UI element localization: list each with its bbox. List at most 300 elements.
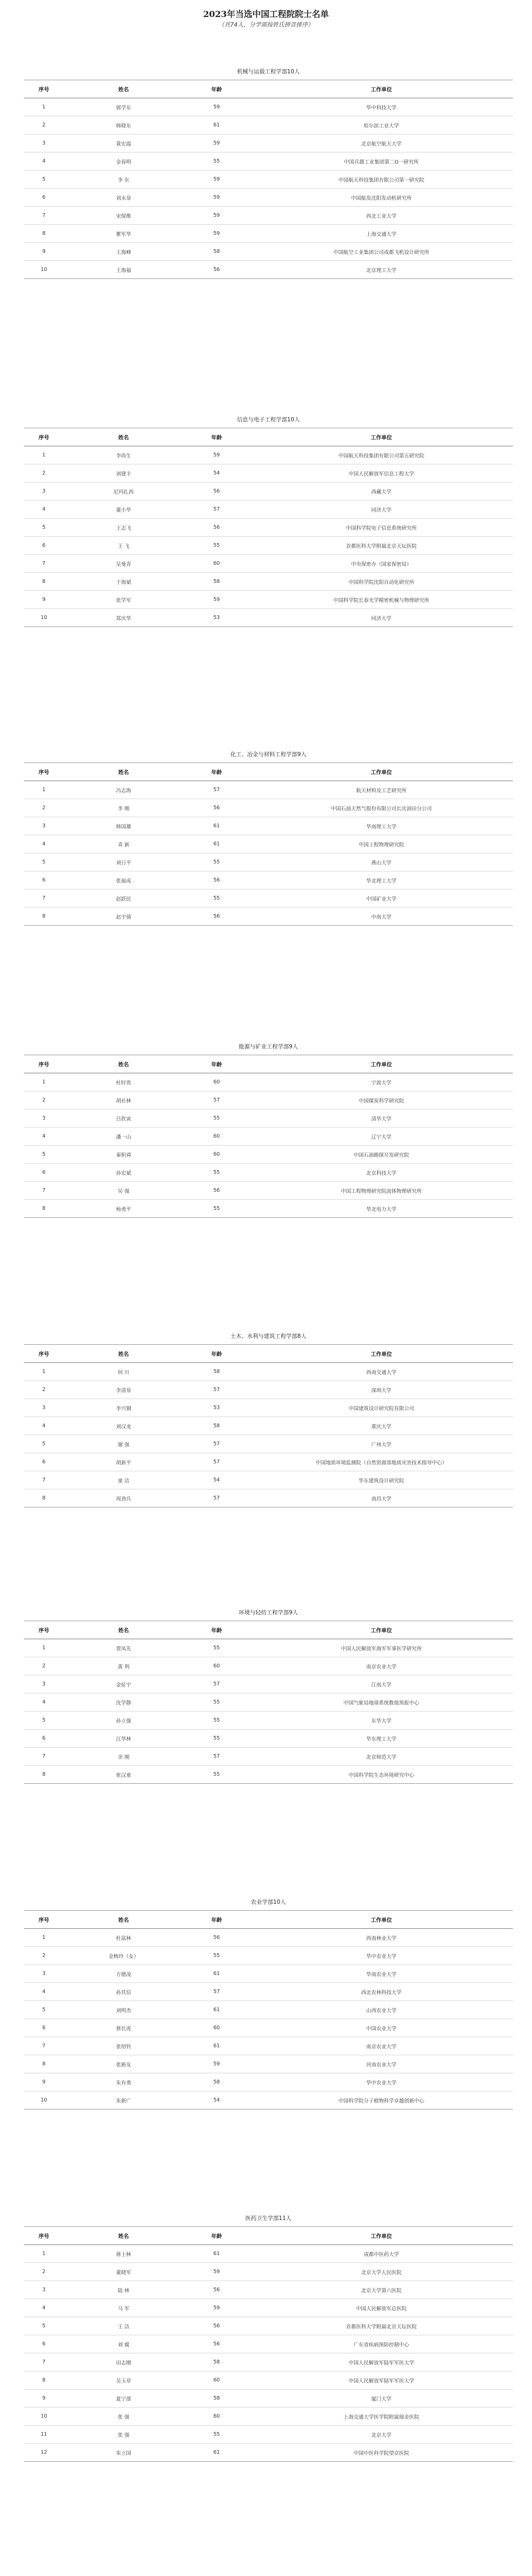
- table-row: [24, 1453, 513, 1471]
- cell-workplace: 中南大学: [371, 914, 392, 920]
- cell-age: 57: [213, 1495, 220, 1501]
- cell-age: 57: [183, 1435, 250, 1453]
- cell-index: 3: [24, 817, 64, 835]
- cell-workplace: 上海交通大学: [250, 225, 513, 243]
- cell-name: 张新友: [64, 2055, 183, 2073]
- cell-index: 7: [24, 1471, 64, 1489]
- header-workplace: 工作单位: [250, 80, 513, 98]
- cell-index: 7: [24, 207, 64, 225]
- cell-age: 56: [183, 871, 250, 889]
- cell-index: 2: [24, 799, 64, 817]
- table-row: [24, 2037, 513, 2055]
- cell-index: 8: [24, 2371, 64, 2389]
- table-row: [24, 1435, 513, 1453]
- cell-age: 58: [183, 1363, 250, 1381]
- cell-age: 55: [183, 1164, 250, 1182]
- cell-workplace: 燕山大学: [250, 853, 513, 871]
- cell-age: 56: [183, 799, 250, 817]
- table-row: [24, 482, 513, 501]
- table-row: [24, 2001, 513, 2019]
- cell-age: 57: [183, 1381, 250, 1399]
- cell-index: 6: [24, 2335, 64, 2353]
- cell-name: 郭学东: [64, 98, 183, 116]
- cell-name: 黄宏霞: [64, 134, 183, 152]
- cell-index: 8: [42, 1206, 46, 1211]
- cell-index: 2: [24, 1091, 64, 1109]
- cell-workplace: 华东理工大学: [250, 1730, 513, 1748]
- table-header-row: [24, 80, 513, 98]
- academician-table: [24, 428, 513, 627]
- cell-workplace: 北京理工大学: [366, 267, 396, 274]
- cell-age: 59: [183, 98, 250, 116]
- cell-name: 金梅玲（女）: [64, 1947, 183, 1965]
- cell-index: 6: [24, 1730, 64, 1748]
- table-row: [24, 2444, 513, 2462]
- header-index: 序号: [24, 428, 64, 446]
- cell-age: 59: [183, 591, 250, 609]
- cell-workplace: 中国石油勘探开发研究院: [250, 1146, 513, 1164]
- cell-age: 59: [183, 171, 250, 189]
- cell-workplace: 深圳大学: [250, 1381, 513, 1399]
- table-row: [24, 2299, 513, 2317]
- cell-age: 61: [183, 1965, 250, 1983]
- cell-index: 10: [40, 2097, 47, 2103]
- cell-index: 5: [24, 853, 64, 871]
- cell-workplace: 中国农业大学: [250, 2019, 513, 2037]
- cell-name: 陆 林: [64, 2281, 183, 2299]
- header-name: 姓名: [64, 80, 183, 98]
- cell-index: 4: [24, 835, 64, 853]
- cell-name: 黄 利: [64, 1657, 183, 1675]
- table-row: [24, 2073, 513, 2091]
- table-row: [24, 1164, 513, 1182]
- cell-name: 何 川: [64, 1363, 183, 1381]
- cell-index: 11: [24, 2426, 64, 2444]
- cell-name: 李 刚: [64, 799, 183, 817]
- table-row: [24, 2245, 513, 2263]
- cell-index: 10: [24, 2408, 64, 2426]
- cell-age: 55: [183, 853, 250, 871]
- cell-name: 蒋士林: [64, 2245, 183, 2263]
- cell-workplace: 上海交通大学医学院附属瑞金医院: [250, 2408, 513, 2426]
- cell-workplace: 华南农业大学: [250, 1965, 513, 1983]
- cell-index: 4: [24, 1417, 64, 1435]
- cell-name: 董晓军: [64, 2263, 183, 2281]
- cell-index: 5: [24, 1435, 64, 1453]
- cell-age: 53: [213, 615, 220, 621]
- cell-age: 59: [183, 134, 250, 152]
- cell-age: 55: [183, 889, 250, 908]
- table-row: [24, 1983, 513, 2001]
- cell-age: 54: [213, 2097, 220, 2103]
- cell-name: 杜富林: [64, 1929, 183, 1947]
- cell-name: 吴 强: [64, 1182, 183, 1200]
- cell-name: 吕欣寅: [64, 1109, 183, 1128]
- header-age: 年龄: [183, 428, 250, 446]
- table-row: [24, 1657, 513, 1675]
- cell-workplace: 中国地质环境监测院（自然资源部地质灾害技术指导中心）: [250, 1453, 513, 1471]
- table-row: [24, 1399, 513, 1417]
- table-row: [24, 1146, 513, 1164]
- cell-workplace: 北京大学第六医院: [250, 2281, 513, 2299]
- cell-name: 潘一山: [64, 1128, 183, 1146]
- table-row: [24, 207, 513, 225]
- header-name: 姓名: [64, 1055, 183, 1073]
- table-row: [24, 1073, 513, 1091]
- cell-workplace: 山西农业大学: [250, 2001, 513, 2019]
- table-row: [24, 799, 513, 817]
- table-row: [24, 98, 513, 116]
- cell-index: 5: [24, 1146, 64, 1164]
- cell-name: 方德凌: [64, 1965, 183, 1983]
- section-mechanical: [24, 64, 513, 279]
- cell-name: 赵宇倩: [116, 914, 131, 920]
- cell-name: 宋保维: [64, 207, 183, 225]
- cell-workplace: 中国矿业大学: [250, 889, 513, 908]
- cell-index: 5: [24, 171, 64, 189]
- cell-name: 王志飞: [64, 519, 183, 537]
- cell-name: 冯志海: [64, 781, 183, 799]
- cell-workplace: 南京农业大学: [250, 1657, 513, 1675]
- cell-name: 王海福: [116, 267, 131, 274]
- table-row: [24, 225, 513, 243]
- cell-index: 1: [24, 446, 64, 464]
- cell-workplace: 华中科技大学: [250, 98, 513, 116]
- cell-workplace: 华南理工大学: [250, 817, 513, 835]
- cell-workplace: 航天材料及工艺研究所: [250, 781, 513, 799]
- cell-workplace: 中国人民解放军信息工程大学: [250, 464, 513, 482]
- cell-index: 8: [24, 573, 64, 591]
- header-name: 姓名: [64, 1345, 183, 1363]
- cell-workplace: 中国科学院长春光学精密机械与物理研究所: [250, 591, 513, 609]
- cell-name: 胡新平: [64, 1453, 183, 1471]
- header-index: 序号: [24, 1621, 64, 1639]
- cell-age: 55: [183, 1109, 250, 1128]
- section-environment: [24, 1605, 513, 1784]
- cell-age: 61: [183, 2037, 250, 2055]
- academician-table: [24, 1910, 513, 2109]
- cell-workplace: 北京科技大学: [250, 1164, 513, 1182]
- table-row: [24, 1675, 513, 1693]
- cell-index: 1: [24, 1073, 64, 1091]
- cell-index: 10: [40, 615, 47, 621]
- cell-workplace: 北京师范大学: [250, 1748, 513, 1766]
- cell-index: 6: [24, 871, 64, 889]
- cell-age: 55: [213, 1206, 220, 1211]
- table-row: [24, 2408, 513, 2426]
- cell-workplace: 同济大学: [250, 501, 513, 519]
- cell-workplace: 中国航空工业集团公司成都飞机设计研究所: [250, 243, 513, 261]
- table-row: [24, 1711, 513, 1730]
- cell-index: 12: [40, 2450, 47, 2455]
- cell-workplace: 中国人民解放军陆军军医大学: [250, 2371, 513, 2389]
- cell-workplace: 中国科学院沈阳自动化研究所: [250, 573, 513, 591]
- cell-index: 8: [24, 2055, 64, 2073]
- academician-table: [24, 80, 513, 279]
- cell-name: 张福成: [64, 871, 183, 889]
- cell-name: 周劲兵: [116, 1496, 131, 1502]
- cell-index: 6: [24, 2019, 64, 2037]
- header-index: 序号: [24, 2227, 64, 2245]
- cell-index: 3: [24, 2281, 64, 2299]
- cell-workplace: 华中农业大学: [250, 1947, 513, 1965]
- table-header-row: [24, 2227, 513, 2245]
- cell-index: 4: [24, 2299, 64, 2317]
- cell-age: 55: [183, 1639, 250, 1657]
- page-subtitle: （共74人，分学部按姓氏拼音排序）: [218, 21, 314, 28]
- cell-workplace: 首都医科大学附属北京天坛医院: [250, 537, 513, 555]
- cell-index: 2: [24, 1657, 64, 1675]
- section-title: 土木、水利与建筑工程学部8人: [230, 1333, 307, 1340]
- cell-workplace: 中国航天科技集团有限公司第一研究院: [250, 171, 513, 189]
- cell-name: 吴曼青: [64, 555, 183, 573]
- cell-index: 4: [24, 1693, 64, 1711]
- header-index: 序号: [24, 763, 64, 781]
- cell-age: 56: [183, 519, 250, 537]
- cell-index: 4: [24, 152, 64, 171]
- cell-workplace: 中国航发沈阳发动机研究所: [250, 189, 513, 207]
- cell-workplace: 西南林业大学: [250, 1929, 513, 1947]
- cell-index: 2: [24, 464, 64, 482]
- cell-age: 61: [183, 2245, 250, 2263]
- table-row: [24, 1730, 513, 1748]
- cell-workplace: 清华大学: [250, 1109, 513, 1128]
- cell-age: 57: [183, 1091, 250, 1109]
- table-row: [24, 2281, 513, 2299]
- cell-workplace: 中国工程物理研究院流体物理研究所: [250, 1182, 513, 1200]
- cell-age: 57: [183, 1748, 250, 1766]
- table-row: [24, 1748, 513, 1766]
- cell-age: 59: [183, 2263, 250, 2281]
- cell-index: 7: [24, 1748, 64, 1766]
- table-row: [24, 889, 513, 908]
- academician-table: [24, 1621, 513, 1784]
- table-row: [24, 817, 513, 835]
- table-row: [24, 243, 513, 261]
- header-workplace: 工作单位: [250, 1055, 513, 1073]
- header-name: 姓名: [64, 1911, 183, 1929]
- cell-index: 3: [24, 1965, 64, 1983]
- cell-name: 王海峰: [64, 243, 183, 261]
- cell-index: 9: [24, 591, 64, 609]
- table-row: [24, 2389, 513, 2408]
- cell-name: 刘明杰: [64, 2001, 183, 2019]
- cell-name: 瞿军华: [64, 225, 183, 243]
- cell-name: 蔡长虎: [64, 2019, 183, 2037]
- cell-workplace: 北京航空航天大学: [250, 134, 513, 152]
- table-row: [24, 871, 513, 889]
- cell-index: 2: [24, 2263, 64, 2281]
- header-index: 序号: [24, 1911, 64, 1929]
- cell-index: 1: [24, 781, 64, 799]
- cell-name: 王 飞: [64, 537, 183, 555]
- header-name: 姓名: [64, 2227, 183, 2245]
- table-row: [24, 835, 513, 853]
- table-row: [24, 446, 513, 464]
- cell-name: 汪华林: [64, 1730, 183, 1748]
- cell-name: 夏宁邵: [64, 2389, 183, 2408]
- cell-workplace: 中国人民解放军陆军军医大学: [250, 2353, 513, 2371]
- table-header-row: [24, 763, 513, 781]
- cell-index: 8: [42, 1772, 46, 1777]
- cell-index: 7: [24, 1182, 64, 1200]
- section-title: 化工、冶金与材料工程学部9人: [230, 751, 307, 758]
- header-age: 年龄: [183, 2227, 250, 2245]
- cell-workplace: 中国气象局地球系统数值预报中心: [250, 1693, 513, 1711]
- cell-name: 童 洁: [64, 1471, 183, 1489]
- table-row: [24, 1128, 513, 1146]
- cell-age: 57: [183, 1983, 250, 2001]
- cell-workplace: 南京农业大学: [250, 2037, 513, 2055]
- cell-index: 1: [24, 98, 64, 116]
- section-information: [24, 412, 513, 627]
- section-title: 医药卫生学部11人: [245, 2215, 292, 2222]
- cell-index: 5: [24, 519, 64, 537]
- table-row: [24, 464, 513, 482]
- header-name: 姓名: [64, 428, 183, 446]
- page-title: 2023年当选中国工程院院士名单: [203, 9, 329, 19]
- table-row: [24, 2335, 513, 2353]
- cell-age: 59: [183, 2055, 250, 2073]
- header-age: 年龄: [183, 1055, 250, 1073]
- cell-workplace: 中国科学院生态环境研究中心: [348, 1772, 415, 1778]
- academician-table: [24, 762, 513, 926]
- cell-age: 56: [183, 2317, 250, 2335]
- table-row: [24, 519, 513, 537]
- cell-name: 李 东: [64, 171, 183, 189]
- header-age: 年龄: [183, 1345, 250, 1363]
- cell-workplace: 西北农林科技大学: [250, 1983, 513, 2001]
- academician-table: [24, 1344, 513, 1507]
- cell-index: 3: [24, 482, 64, 501]
- cell-age: 55: [183, 537, 250, 555]
- cell-index: 7: [24, 2037, 64, 2055]
- cell-workplace: 华北理工大学: [250, 871, 513, 889]
- table-row: [24, 261, 513, 279]
- table-row: [24, 781, 513, 799]
- cell-workplace: 北京大学: [250, 2426, 513, 2444]
- cell-name: 张绍铃: [64, 2037, 183, 2055]
- cell-workplace: 中国煤炭科学研究院: [250, 1091, 513, 1109]
- cell-index: 3: [24, 1109, 64, 1128]
- cell-workplace: 中国航天科技集团有限公司第五研究院: [250, 446, 513, 464]
- cell-age: 56: [183, 1929, 250, 1947]
- table-row: [24, 1182, 513, 1200]
- cell-name: 崔汉童: [116, 1772, 131, 1778]
- cell-age: 55: [183, 1730, 250, 1748]
- section-title: 农业学部10人: [251, 1899, 286, 1905]
- cell-index: 2: [24, 1381, 64, 1399]
- cell-index: 1: [24, 2245, 64, 2263]
- cell-workplace: 中国建筑设计研究院有限公司: [250, 1399, 513, 1417]
- cell-name: 张 强: [64, 2408, 183, 2426]
- cell-name: 刘日平: [64, 853, 183, 871]
- header-name: 姓名: [64, 763, 183, 781]
- cell-age: 61: [213, 2450, 220, 2455]
- cell-name: 董小华: [64, 501, 183, 519]
- cell-name: 谢 强: [64, 1435, 183, 1453]
- table-row: [24, 2019, 513, 2037]
- cell-name: 刘建丰: [64, 464, 183, 482]
- cell-index: 3: [24, 1399, 64, 1417]
- cell-age: 59: [183, 189, 250, 207]
- cell-age: 56: [183, 2335, 250, 2353]
- table-row: [24, 1489, 513, 1507]
- table-header-row: [24, 1345, 513, 1363]
- cell-workplace: 广东省疾病预防控制中心: [250, 2335, 513, 2353]
- cell-age: 57: [183, 501, 250, 519]
- cell-workplace: 北京大学人民医院: [250, 2263, 513, 2281]
- table-row: [24, 1639, 513, 1657]
- cell-name: 韩晓东: [64, 116, 183, 134]
- section-agriculture: [24, 1894, 513, 2109]
- table-row: [24, 1091, 513, 1109]
- cell-age: 61: [183, 116, 250, 134]
- cell-index: 1: [24, 1929, 64, 1947]
- cell-age: 60: [183, 1657, 250, 1675]
- cell-workplace: 中国石油天然气股份有限公司长庆油田分公司: [250, 799, 513, 817]
- header-age: 年龄: [183, 80, 250, 98]
- cell-name: 刘永泉: [64, 189, 183, 207]
- cell-name: 尼玛扎西: [64, 482, 183, 501]
- cell-workplace: 中国工程物理研究院: [250, 835, 513, 853]
- table-row: [24, 2055, 513, 2073]
- table-row: [24, 1381, 513, 1399]
- table-row: [24, 573, 513, 591]
- cell-workplace: 首都医科大学附属北京天坛医院: [250, 2317, 513, 2335]
- table-row: [24, 171, 513, 189]
- cell-name: 金征宇: [64, 1675, 183, 1693]
- header-workplace: 工作单位: [250, 2227, 513, 2245]
- cell-age: 59: [183, 2299, 250, 2317]
- cell-name: 沈学静: [64, 1693, 183, 1711]
- cell-age: 53: [183, 1399, 250, 1417]
- table-row: [24, 591, 513, 609]
- table-row: [24, 1947, 513, 1965]
- cell-index: 8: [42, 913, 46, 919]
- cell-age: 61: [183, 835, 250, 853]
- table-header-row: [24, 1911, 513, 1929]
- cell-index: 3: [24, 1675, 64, 1693]
- cell-workplace: 辽宁大学: [250, 1128, 513, 1146]
- cell-workplace: 中国中医科学院望京医院: [353, 2450, 409, 2456]
- academician-table: [24, 1055, 513, 1218]
- table-row: [24, 1693, 513, 1711]
- cell-age: 60: [183, 1146, 250, 1164]
- cell-index: 1: [24, 1639, 64, 1657]
- cell-name: 马 军: [64, 2299, 183, 2317]
- cell-name: 韩国雄: [64, 817, 183, 835]
- cell-name: 金春明: [64, 152, 183, 171]
- cell-index: 9: [24, 2073, 64, 2091]
- table-row: [24, 1471, 513, 1489]
- section-title: 机械与运载工程学部10人: [237, 69, 300, 75]
- section-chemical: [24, 747, 513, 926]
- cell-name: 王 洁: [64, 2317, 183, 2335]
- table-row: [24, 555, 513, 573]
- table-row: [24, 501, 513, 519]
- table-row: [24, 2426, 513, 2444]
- cell-age: 55: [213, 1772, 220, 1777]
- cell-index: 4: [24, 1128, 64, 1146]
- cell-age: 57: [183, 1453, 250, 1471]
- cell-name: 李兴钢: [64, 1399, 183, 1417]
- cell-workplace: 厦门大学: [250, 2389, 513, 2408]
- table-row: [24, 1766, 513, 1784]
- section-title: 能源与矿业工程学部9人: [239, 1044, 298, 1050]
- cell-name: 吴玉章: [64, 2371, 183, 2389]
- cell-workplace: 中国人民解放军总医院: [250, 2299, 513, 2317]
